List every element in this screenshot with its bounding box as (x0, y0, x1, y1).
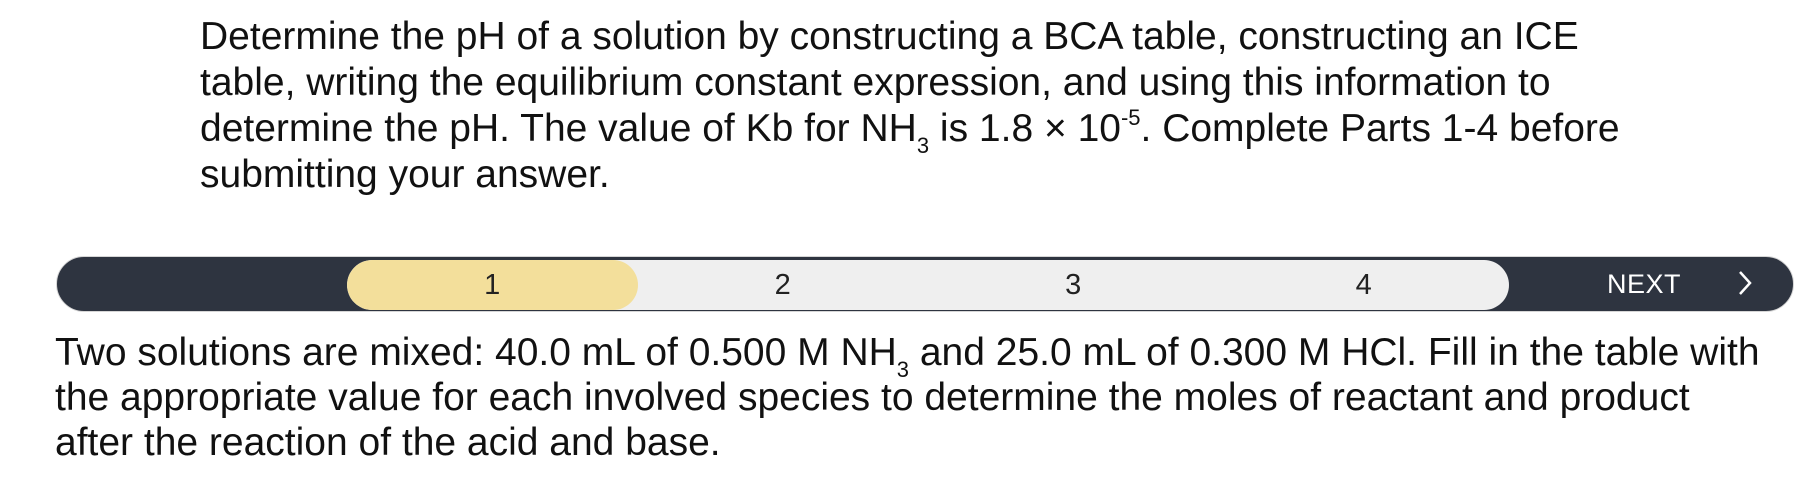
problem-text-2: is 1.8 × 10 (929, 107, 1121, 150)
task-text-2: and 25.0 mL of 0.300 M HCl. Fill in the table with the appropriate value for each involved species to determine the moles of reactant and product after the reaction of the acid and base. (55, 331, 1760, 464)
step-tab-3[interactable]: 3 (1065, 268, 1082, 301)
superscript: -5 (1120, 105, 1141, 130)
step-tab-2[interactable]: 2 (774, 268, 791, 301)
step-tab-4[interactable]: 4 (1355, 268, 1372, 301)
subscript: 3 (896, 357, 910, 382)
step-tab-1[interactable]: 1 (347, 260, 638, 310)
problem-statement (200, 14, 1680, 198)
next-button[interactable] (1495, 257, 1793, 311)
next-button-label: NEXT (1606, 268, 1681, 299)
subscript: 3 (916, 133, 930, 158)
task-text-1: Two solutions are mixed: 40.0 mL of 0.500 M NH (55, 331, 897, 374)
problem-text-3: . Complete Parts 1-4 before submitting your answer. (200, 107, 1620, 196)
step-tabs (347, 260, 1509, 310)
problem-text-1: Determine the pH of a solution by constructing a BCA table, constructing an ICE table, writing the equilibrium constant expression, and using this information to determine the pH. The value of Kb for NH (200, 15, 1579, 150)
part-instructions (55, 330, 1765, 465)
step-navigator (56, 256, 1794, 312)
chevron-right-icon (1737, 270, 1753, 296)
